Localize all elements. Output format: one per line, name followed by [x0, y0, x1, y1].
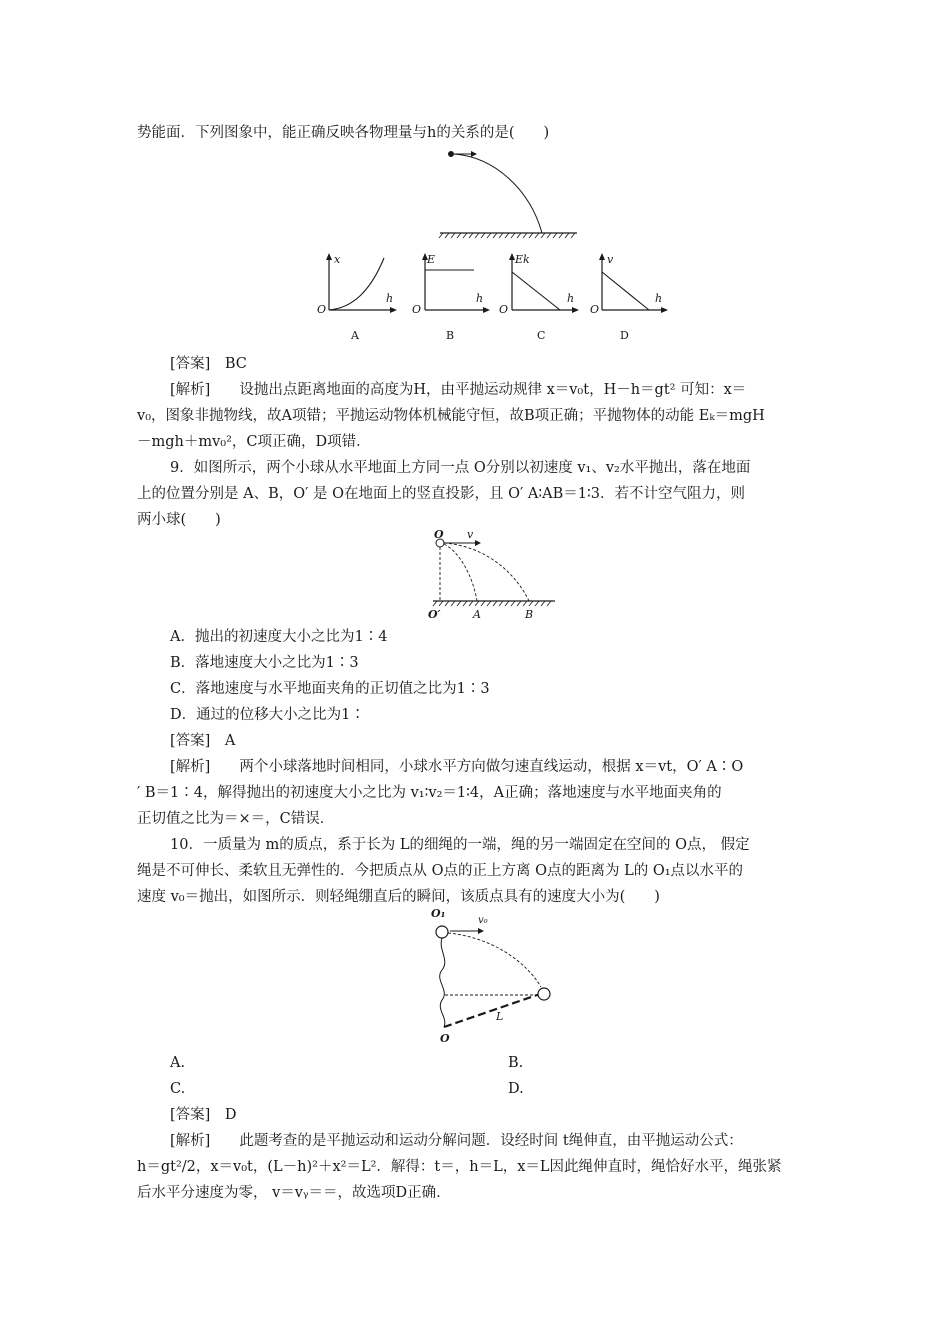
graph-a-x-label: h [386, 292, 394, 305]
graph-b-y-label: E [427, 253, 436, 266]
graph-d-origin: O [590, 303, 600, 316]
q9-stem-line-3: 两小球( ) [137, 512, 221, 528]
q8-answer: [答案] BC [170, 356, 247, 372]
q9-fig-o-prime-label: O′ [428, 608, 441, 621]
graph-a-y-label: x [334, 253, 341, 266]
q10-option-b: B. [508, 1055, 524, 1071]
q10-fig-o-label: O [440, 1032, 450, 1045]
q9-option-d: D．通过的位移大小之比为1∶ [170, 707, 365, 723]
graph-b-x-label: h [476, 292, 484, 305]
q9-stem-line-2: 上的位置分别是 A、B，O′ 是 O在地面上的竖直投影，且 O′ A∶AB＝1∶3．若不计空气阻力，则 [137, 486, 746, 502]
question-8-stem-tail: 势能面．下列图象中，能正确反映各物理量与h的关系的是( ) [137, 125, 550, 141]
q9-figure [425, 528, 565, 624]
q10-stem-line-2: 绳是不可伸长、柔软且无弹性的．今把质点从 O点的正上方离 O点的距离为 L的 O₁点以水平的 [137, 863, 744, 879]
q10-option-c: C. [170, 1081, 186, 1097]
q10-option-a: A. [170, 1055, 186, 1071]
q9-analysis-line-3: 正切值之比为＝×＝，C错误． [137, 811, 335, 827]
q10-figure [420, 905, 570, 1045]
q10-fig-v0-label: v₀ [478, 915, 488, 926]
graph-c [492, 250, 582, 350]
q9-option-c: C．落地速度与水平地面夹角的正切值之比为1∶3 [170, 681, 490, 697]
q10-stem-line-1: 10．一质量为 m的质点，系于长为 L的细绳的一端，绳的另一端固定在空间的 O点， 假定 [170, 837, 750, 853]
q9-analysis-line-2: ′ B＝1∶4，解得抛出的初速度大小之比为 v₁∶v₂＝1∶4，A正确；落地速度与水平地面夹角的 [137, 785, 722, 801]
q9-fig-b-label: B [525, 608, 534, 621]
q9-analysis-line-1: [解析] 两个小球落地时间相同，小球水平方向做匀速直线运动，根据 x＝vt，O′ A∶O [170, 759, 744, 775]
q8-projectile-figure [435, 145, 615, 240]
q9-option-a: A．抛出的初速度大小之比为1∶4 [170, 629, 388, 645]
q10-fig-o1-label: O₁ [431, 907, 446, 920]
q8-analysis-line-1: [解析] 设抛出点距离地面的高度为H，由平抛运动规律 x＝v₀t，H－h＝gt² 可知：x＝ [170, 382, 747, 398]
graph-c-y-label: Ek [515, 253, 530, 266]
graph-a-caption: A [351, 329, 359, 342]
q9-option-b: B．落地速度大小之比为1∶3 [170, 655, 359, 671]
graph-b-caption: B [446, 329, 455, 342]
graph-c-x-label: h [567, 292, 575, 305]
graph-d [585, 250, 675, 350]
q9-answer: [答案] A [170, 733, 236, 749]
graph-a-origin: O [317, 303, 327, 316]
q9-fig-a-label: A [473, 608, 481, 621]
q10-fig-l-label: L [496, 1010, 504, 1023]
graph-d-x-label: h [655, 292, 663, 305]
q9-fig-o-label: O [434, 528, 444, 541]
q9-fig-v-label: v [467, 528, 474, 541]
q8-analysis-line-3: －mgh＋mv₀²，C项正确，D项错． [137, 434, 371, 450]
graph-b-origin: O [412, 303, 422, 316]
graph-d-y-label: v [607, 253, 614, 266]
q8-analysis-line-2: v₀，图象非抛物线，故A项错；平抛运动物体机械能守恒，故B项正确；平抛物体的动能 Eₖ＝mgH [137, 408, 765, 424]
graph-b [400, 250, 490, 350]
q10-analysis-line-2: h＝gt²/2，x＝v₀t，(L－h)²＋x²＝L²．解得：t＝，h＝L，x＝L因此绳伸直时，绳恰好水平，绳张紧 [137, 1159, 782, 1175]
q10-answer: [答案] D [170, 1107, 237, 1123]
graph-d-caption: D [620, 329, 629, 342]
q10-analysis-line-3: 后水平分速度为零， v＝vᵧ＝＝，故选项D正确． [137, 1185, 451, 1201]
q9-stem-line-1: 9．如图所示，两个小球从水平地面上方同一点 O分别以初速度 v₁、v₂水平抛出，落在地面 [170, 460, 751, 476]
graph-a [312, 250, 402, 350]
q10-option-d: D. [508, 1081, 524, 1097]
graph-c-caption: C [537, 329, 546, 342]
graph-c-origin: O [499, 303, 509, 316]
q10-stem-line-3: 速度 v₀＝抛出，如图所示．则轻绳绷直后的瞬间，该质点具有的速度大小为( ) [137, 889, 660, 905]
q10-analysis-line-1: [解析] 此题考查的是平抛运动和运动分解问题．设经时间 t绳伸直，由平抛运动公式： [170, 1133, 743, 1149]
